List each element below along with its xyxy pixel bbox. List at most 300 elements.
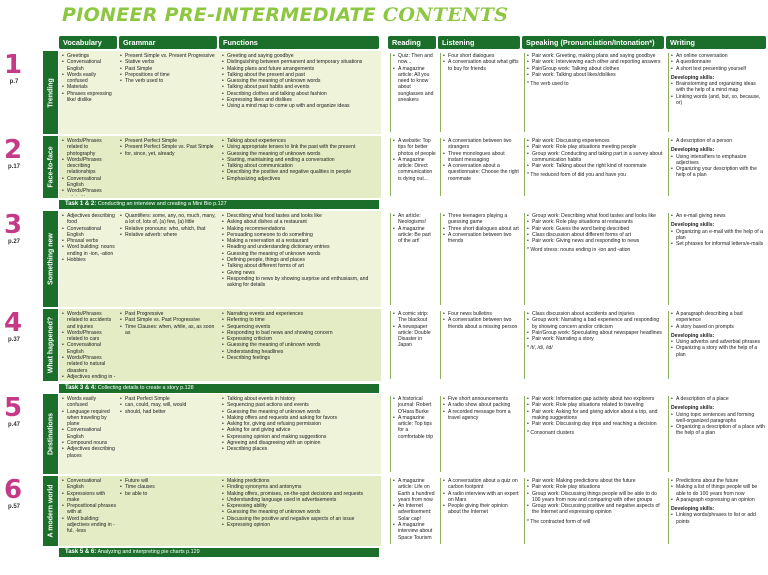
list-item: • A paragraph expressing an opinion [671, 497, 766, 503]
unit-marker [2, 211, 58, 307]
list-item: • A description of a place [671, 396, 766, 402]
list-item: • A paragraph describing a bad experience [671, 311, 766, 324]
cell-vocabulary [62, 53, 117, 132]
unit-page: p.17 [7, 164, 20, 170]
list-item: • Group work: Discussing positive and negative aspects of the Internet and expressing opinion [527, 503, 664, 516]
list-item: • Making offers and requests and asking for favors [222, 415, 380, 421]
task-text: Collecting details to create a story p.128 [97, 385, 194, 391]
list-item: • Making a reservation at a restaurant [222, 238, 380, 244]
cell-speaking [524, 396, 664, 472]
list-item: • Making plans and future arrangements [222, 66, 380, 72]
list-writing [671, 213, 766, 247]
list-item: • Guessing the meaning of unknown words [222, 251, 380, 257]
list-item: • Pair work: Discussing day trips and reaching a decision [527, 421, 664, 427]
cell-functions [222, 53, 380, 132]
list-speaking [527, 138, 664, 179]
pronunciation-note: * Consonant clusters [527, 430, 575, 437]
unit-page: p.37 [7, 337, 20, 343]
list-vocabulary [62, 53, 117, 103]
developing-skills-heading: Developing skills: [671, 147, 715, 154]
list-item: • Narrating events and experiences [222, 311, 380, 317]
list-item: • Linking words/phrases to list or add points [671, 512, 766, 525]
list-item: • Past Simple [120, 66, 216, 72]
list-item: • Responding to bad news and showing concern [222, 330, 380, 336]
list-speaking [527, 311, 664, 352]
list-item: • Three teenagers playing a guessing game [443, 213, 520, 226]
list-item: • Quiz: Then and now... [393, 53, 436, 66]
list-item: • Guessing the meaning of unknown words [222, 509, 380, 515]
list-item: • A conversation between two strangers [443, 138, 520, 151]
list-item: • Finding synonyms and antonyms [222, 484, 380, 490]
list-vocabulary [62, 396, 117, 459]
list-item: • A description of a person [671, 138, 766, 144]
list-item: • Starting, maintaining and ending a conversation [222, 157, 380, 163]
unit-marker [2, 136, 58, 198]
unit-page: p.27 [7, 239, 20, 245]
cell-functions [222, 478, 380, 544]
task-label: Task 5 & 6: [65, 549, 97, 555]
list-item: • Conversational English [62, 342, 117, 355]
cell-grammar [120, 53, 216, 132]
list-item: • Pair work: Role play situations related to traveling [527, 402, 664, 408]
list-item: • Agreeing and disagreeing with an opinion [222, 440, 380, 446]
list-item: • Conversational English [62, 226, 117, 239]
list-item: • A questionnaire [671, 59, 766, 65]
list-item: • A conversation about a quiz on carbon footprint [443, 478, 520, 491]
list-item: • A newspaper article: Double Disaster in Japan [393, 324, 436, 349]
list-vocabulary [62, 138, 117, 196]
list-item: • Pair work: Role play situations at restaurants [527, 219, 664, 225]
list-item: • Prepositions of time [120, 72, 216, 78]
unit-name: What happened? [47, 316, 54, 374]
list-speaking [527, 53, 664, 87]
cell-speaking [524, 138, 664, 196]
list-item: • Pair work: Guess the word being described [527, 226, 664, 232]
list-item: • Group work: Conducting and taking part in a survey about communication habits [527, 151, 664, 164]
list-item: • A conversation about a questionnaire: Choose the right roommate [443, 163, 520, 182]
list-speaking [527, 213, 664, 254]
list-item: • Adjectives ending in - [62, 374, 117, 379]
list-item: • Talking about past habits and events [222, 84, 380, 90]
list-item: • A magazine article: Direct communication is dying out... [393, 157, 436, 182]
list-functions [222, 396, 380, 453]
unit-name: Destinations [47, 412, 54, 456]
list-functions [222, 138, 380, 182]
header-grammar: Grammar [119, 36, 217, 49]
list-item: • Conversational English [62, 478, 117, 491]
unit-page: p.57 [7, 504, 20, 510]
list-item: • Past Progressive [120, 311, 216, 317]
cell-grammar [120, 138, 216, 196]
list-item: • Talking about communication [222, 163, 380, 169]
list-item: • Present Perfect Simple vs. Past Simple [120, 144, 216, 150]
list-item: • Making recommendations [222, 226, 380, 232]
list-item: • Expressing likes and dislikes [222, 97, 380, 103]
list-item: • be able to [120, 491, 216, 497]
list-grammar [120, 396, 216, 415]
header-functions: Functions [219, 36, 379, 49]
list-item: • The verb used to [120, 78, 216, 84]
list-item: • Five short announcements [443, 396, 520, 402]
list-writing [671, 311, 766, 358]
list-item: • Three monologues about instant messaging [443, 151, 520, 164]
list-item: • Quantifiers: some, any, no, much, many, a lot of, lots of, (a) few, (a) little [120, 213, 216, 226]
unit-name: Face-to-face [47, 146, 54, 188]
list-item: • A radio show about packing [443, 402, 520, 408]
list-item: • Group work: Describing what food tastes and looks like [527, 213, 664, 219]
unit-name: A modern world [47, 484, 54, 538]
list-item: • An e-mail giving news [671, 213, 766, 219]
list-item: • Organizing a story with the help of a plan [671, 345, 766, 358]
list-item: • Pair work: Talking about the right kind of roommate [527, 163, 664, 169]
list-listening [443, 396, 520, 421]
list-item: • Words easily confused [62, 396, 117, 409]
list-item: • Describing places [222, 446, 380, 452]
pronunciation-note: * The verb used to [527, 81, 569, 88]
unit-page: p.7 [9, 79, 19, 85]
developing-skills-heading: Developing skills: [671, 74, 715, 81]
unit-name: Trending [47, 77, 54, 108]
list-item: • Defining people, things and places [222, 257, 380, 263]
unit-name-tab [43, 136, 58, 198]
list-item: • Organizing an e-mail with the help of a plan [671, 229, 766, 242]
list-item: • Expressing opinion [222, 522, 380, 528]
cell-grammar [120, 396, 216, 472]
list-listening [443, 53, 520, 72]
title-contents: CONTENTS [382, 4, 509, 26]
cell-reading [390, 478, 436, 544]
cell-functions [222, 311, 380, 379]
list-item: • Using appropriate tenses to link the past with the present [222, 144, 380, 150]
list-item: • Words/Phrases related to cars [62, 330, 117, 343]
list-item: • An online conversation [671, 53, 766, 59]
list-item: • Adjectives describing places [62, 446, 117, 459]
list-item: • Four news bulletins [443, 311, 520, 317]
list-item: • Conversational English [62, 427, 117, 440]
list-item: • Pair work: Role play situations [527, 484, 664, 490]
list-item: • Relative adverb: where [120, 232, 216, 238]
list-functions [222, 311, 380, 361]
list-item: • Making predictions [222, 478, 380, 484]
list-item: • Three short dialogues about art [443, 226, 520, 232]
list-item: • Past Simple vs. Past Progressive [120, 317, 216, 323]
list-item: • A recorded message from a travel agency [443, 409, 520, 422]
list-item: • Conversational English [62, 59, 117, 72]
list-listening [443, 213, 520, 244]
cell-grammar [120, 478, 216, 544]
list-item: • Linking words (and, but, so, because, or) [671, 94, 766, 107]
list-item: • A radio interview with an expert on Mars [443, 491, 520, 504]
cell-reading [390, 213, 436, 305]
list-item: • Making offers, promises, on-the-spot decisions and requests [222, 491, 380, 497]
list-item: • A conversation between two friends about a missing person [443, 317, 520, 330]
cell-speaking [524, 478, 664, 544]
list-item: • Phrasal verbs [62, 238, 117, 244]
list-item: • Greetings [62, 53, 117, 59]
list-item: • Describing feelings [222, 355, 380, 361]
list-item: • Understanding language used in advertisements [222, 497, 380, 503]
list-item: • Adjectives describing food [62, 213, 117, 226]
list-functions [222, 53, 380, 110]
unit-page: p.47 [7, 422, 20, 428]
list-item: • Greeting and saying goodbye [222, 53, 380, 59]
list-grammar [120, 478, 216, 497]
list-item: • Pair work: Role play situations meeting people [527, 144, 664, 150]
list-item: • Group work: Discussing things people will be able to do 100 years from now and comparing with other groups [527, 491, 664, 504]
cell-writing [668, 53, 766, 132]
developing-skills-heading: Developing skills: [671, 405, 715, 412]
list-functions [222, 478, 380, 528]
list-item: • Pair work: Narrating a story [527, 336, 664, 342]
cell-writing [668, 138, 766, 196]
developing-skills-heading: Developing skills: [671, 506, 715, 513]
cell-speaking [524, 311, 664, 379]
unit-number: 1 [3, 50, 23, 80]
title-main: PIONEER PRE-INTERMEDIATE [62, 4, 376, 26]
cell-vocabulary [62, 213, 117, 305]
list-item: • Expressing opinion and making suggestions [222, 434, 380, 440]
list-reading [393, 396, 436, 440]
list-vocabulary [62, 478, 117, 535]
list-item: • A magazine article: All you need to know about sunglasses and sneakers [393, 66, 436, 104]
list-item: • Making a list of things people will be able to do 100 years from now [671, 484, 766, 497]
list-reading [393, 478, 436, 541]
list-item: • Expressing ability [222, 503, 380, 509]
cell-vocabulary [62, 396, 117, 472]
list-item: • Word building: nouns ending in -ion, -ation [62, 244, 117, 257]
list-speaking [527, 478, 664, 525]
list-item: • Class discussion about different forms of art [527, 232, 664, 238]
cell-listening [440, 138, 520, 196]
list-listening [443, 311, 520, 330]
cell-reading [390, 396, 436, 472]
unit-number: 2 [3, 135, 23, 165]
list-item: • Pair work: Giving news and responding to news [527, 238, 664, 244]
unit-marker [2, 309, 58, 381]
list-reading [393, 53, 436, 103]
list-item: • Pair work: Discussing experiences [527, 138, 664, 144]
list-functions [222, 213, 380, 289]
cell-speaking [524, 213, 664, 305]
list-item: • A story based on prompts [671, 324, 766, 330]
list-item: • for, since, yet, already [120, 151, 216, 157]
list-item: • Guessing the meaning of unknown words [222, 151, 380, 157]
list-item: • Distinguishing between permanent and temporary situations [222, 59, 380, 65]
cell-listening [440, 311, 520, 379]
list-item: • Class discussion about accidents and injuries [527, 311, 664, 317]
list-grammar [120, 138, 216, 157]
list-item: • Time clauses [120, 484, 216, 490]
cell-listening [440, 213, 520, 305]
list-item: • Using intensifiers to emphasize adjectives [671, 154, 766, 167]
header-reading: Reading [388, 36, 436, 49]
cell-functions [222, 213, 380, 305]
list-item: • Pair work: Interviewing each other and reporting answers [527, 59, 664, 65]
list-item: • Words/Phrases [62, 188, 117, 196]
task-bar [59, 548, 379, 557]
list-grammar [120, 311, 216, 336]
task-label: Task 1 & 2: [65, 201, 97, 207]
list-writing [671, 53, 766, 106]
cell-speaking [524, 53, 664, 132]
list-item: • Talking about the present and past [222, 72, 380, 78]
list-item: • Talking about different forms of art [222, 263, 380, 269]
cell-writing [668, 396, 766, 472]
list-item: • A website: Top tips for better photos of people [393, 138, 436, 157]
list-item: • Discussing the positive and negative aspects of an issue [222, 516, 380, 522]
unit-name-tab [43, 394, 58, 474]
list-item: • A historical journal: Robert O'Hara Burke [393, 396, 436, 415]
unit-name-tab [43, 476, 58, 546]
header-writing: Writing [666, 36, 766, 49]
list-listening [443, 138, 520, 182]
cell-functions [222, 396, 380, 472]
cell-listening [440, 53, 520, 132]
list-writing [671, 478, 766, 525]
list-item: • A magazine interview about Space Tourism [393, 522, 436, 541]
list-item: • Describing what food tastes and looks like [222, 213, 380, 219]
list-item: • Words/Phrases related to natural disasters [62, 355, 117, 374]
list-item: • Pair/Group work: Speculating about newspaper headlines [527, 330, 664, 336]
list-item: • Predictions about the future [671, 478, 766, 484]
task-text: Analyzing and interpreting pie charts p.129 [97, 549, 200, 555]
list-item: • Words/Phrases related to accidents and injuries [62, 311, 117, 330]
list-item: • Time Clauses: when, while, as, as soon as [120, 324, 216, 337]
cell-vocabulary [62, 478, 117, 544]
unit-number: 5 [3, 393, 23, 423]
list-item: • Compound nouns [62, 440, 117, 446]
list-item: • Understanding headlines [222, 349, 380, 355]
list-item: • Language required when traveling by plane [62, 409, 117, 428]
list-item: • Using adverbs and adverbial phrases [671, 339, 766, 345]
cell-listening [440, 478, 520, 544]
cell-grammar [120, 311, 216, 379]
list-item: • People giving their opinion about the Internet [443, 503, 520, 516]
list-item: • A short text presenting yourself [671, 66, 766, 72]
list-item: • Group work: Narrating a bad experience and responding by showing concern and/or criticism [527, 317, 664, 330]
list-item: • Describing the positive and negative qualities in people [222, 169, 380, 175]
list-item: • Expressing criticism [222, 336, 380, 342]
list-item: • Pair/Group work: Talking about clothes [527, 66, 664, 72]
list-grammar [120, 53, 216, 84]
cell-writing [668, 213, 766, 305]
task-text: Conducting an interview and creating a Mini Bio p.127 [97, 201, 227, 207]
list-item: • Talking about experiences [222, 138, 380, 144]
list-item: • Phrases expressing like/ dislike [62, 91, 117, 104]
pronunciation-note: * The reduced form of did you and have you [527, 172, 627, 179]
cell-vocabulary [62, 138, 117, 196]
list-item: • A conversation about what gifts to buy for friends [443, 59, 520, 72]
list-item: • Present Perfect Simple [120, 138, 216, 144]
list-item: • Expressions with make [62, 491, 117, 504]
list-item: • Relative pronouns: who, which, that [120, 226, 216, 232]
pronunciation-note: * Word stress: nouns ending in -ion and -ation [527, 247, 631, 254]
list-item: • Words/Phrases describing relationships [62, 157, 117, 176]
task-bar [59, 200, 379, 209]
list-item: • Sequencing events [222, 324, 380, 330]
list-item: • Four short dialogues [443, 53, 520, 59]
list-vocabulary [62, 213, 117, 263]
list-item: • Referring to time [222, 317, 380, 323]
developing-skills-heading: Developing skills: [671, 332, 715, 339]
list-reading [393, 311, 436, 349]
list-item: • An article: Neologisms! [393, 213, 436, 226]
list-speaking [527, 396, 664, 437]
list-item: • Pair work: Information gap activity about two explorers [527, 396, 664, 402]
list-item: • Talking about events in history [222, 396, 380, 402]
list-reading [393, 213, 436, 244]
unit-number: 4 [3, 308, 23, 338]
task-label: Task 3 & 4: [65, 385, 97, 391]
list-item: • Guessing the meaning of unknown words [222, 78, 380, 84]
list-item: • Set phrases for informal letters/e-mails [671, 241, 766, 247]
list-item: • Guessing the meaning of unknown words [222, 342, 380, 348]
list-item: • Future will [120, 478, 216, 484]
list-item: • Hobbies [62, 257, 117, 263]
list-item: • Using topic sentences and forming well-organized paragraphs [671, 412, 766, 425]
list-item: • Using a mind map to come up with and organize ideas [222, 103, 380, 109]
list-item: • Sequencing past actions and events [222, 402, 380, 408]
cell-writing [668, 311, 766, 379]
unit-marker [2, 476, 58, 546]
list-item: • should, had better [120, 409, 216, 415]
list-item: • Word building: adjectives ending in -ful, -less [62, 516, 117, 535]
list-item: • Stative verbs [120, 59, 216, 65]
list-item: • Materials [62, 84, 117, 90]
list-item: • A comic strip: The blackout [393, 311, 436, 324]
task-bar [59, 384, 379, 393]
list-item: • Brainstorming and organizing ideas with the help of a mind map [671, 81, 766, 94]
cell-writing [668, 478, 766, 544]
header-vocabulary: Vocabulary [59, 36, 117, 49]
list-item: • Persuading someone to do something [222, 232, 380, 238]
list-item: • A magazine article: Top tips for a comfortable trip [393, 415, 436, 440]
list-item: • Words easily confused [62, 72, 117, 85]
cell-listening [440, 396, 520, 472]
unit-name-tab [43, 309, 58, 381]
list-item: • Asking for and giving advice [222, 427, 380, 433]
cell-grammar [120, 213, 216, 305]
unit-name-tab [43, 211, 58, 307]
header-speaking: Speaking (Pronunciation/Intonation*) [522, 36, 664, 49]
list-item: • Reading and understanding dictionary entries [222, 244, 380, 250]
list-item: • Pair work: Talking about likes/dislikes [527, 72, 664, 78]
list-item: • Words/Phrases related to photography [62, 138, 117, 157]
list-writing [671, 396, 766, 437]
pronunciation-note: * /t/, /d/, /id/ [527, 345, 553, 352]
list-item: • Organizing a description of a place with the help of a plan [671, 424, 766, 437]
pronunciation-note: * The contracted form of will [527, 518, 591, 525]
list-item: • Giving news [222, 270, 380, 276]
list-grammar [120, 213, 216, 238]
list-writing [671, 138, 766, 179]
list-item: • Present Simple vs. Present Progressive [120, 53, 216, 59]
unit-marker [2, 394, 58, 474]
list-item: • Emphasizing adjectives [222, 176, 380, 182]
list-item: • Pair work: Greeting, making plans and saying goodbye [527, 53, 664, 59]
list-item: • can, could, may, will, would [120, 402, 216, 408]
cell-vocabulary [62, 311, 117, 379]
unit-name-tab [43, 51, 58, 134]
unit-marker [2, 51, 58, 134]
list-vocabulary [62, 311, 117, 379]
list-item: • A magazine article: Life on Earth a hundred years from now [393, 478, 436, 503]
list-item: • Prepositional phrases with at [62, 503, 117, 516]
list-item: • Pair work: Making predictions about the future [527, 478, 664, 484]
list-item: • Asking for, giving and refusing permission [222, 421, 380, 427]
list-item: • Past Perfect Simple [120, 396, 216, 402]
page-title [62, 4, 508, 28]
